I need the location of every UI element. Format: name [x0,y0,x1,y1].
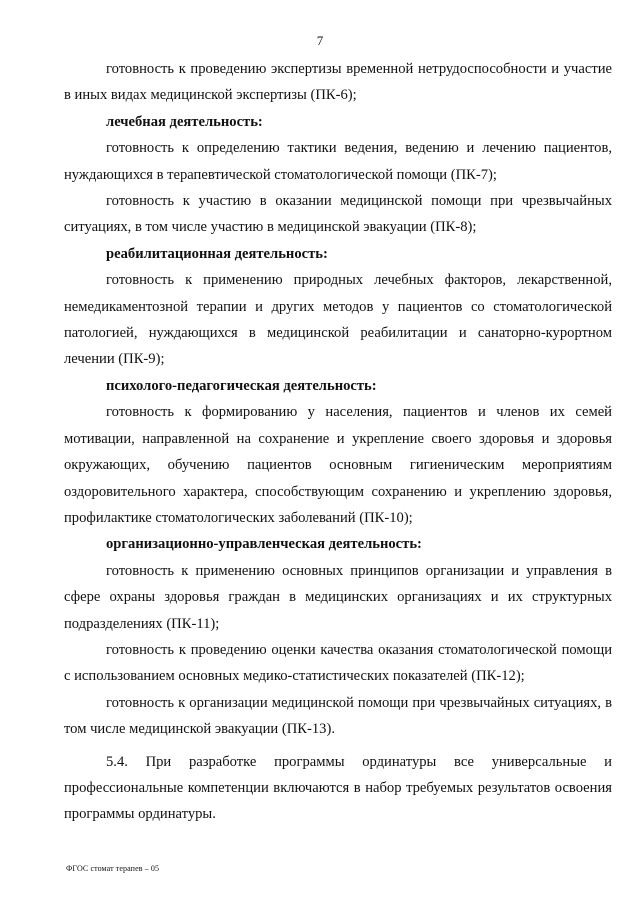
paragraph-pk10: готовность к формированию у населения, пациентов и членов их семей мотивации, направленной на сохранение и укрепление своего здоровья и здоровья окружающих, обучению пациентов основным гигиеническим мероприятиям оздоровительного характера, способствующим сохранению и укреплению здоровья, профилактике стоматологических заболеваний (ПК-10); [64,404,612,526]
page-number: 7 [316,33,324,48]
section-heading-organizational-managerial: организационно-управленческая деятельность: [106,536,422,553]
paragraph-5-4: 5.4. При разработке программы ординатуры все универсальные и профессиональные компетенции включаются в набор требуемых результатов освоения программы ординатуры. [64,753,612,823]
section-heading-therapeutic: лечебная деятельность: [106,113,263,130]
paragraph-pk12: готовность к проведению оценки качества оказания стоматологической помощи с использованием основных медико-статистических показателей (ПК-12); [64,641,612,685]
section-heading-psychological-pedagogical: психолого-педагогическая деятельность: [106,377,377,394]
paragraph-pk7: готовность к определению тактики ведения, ведению и лечению пациентов, нуждающихся в терапевтической стоматологической помощи (ПК-7); [64,140,612,183]
paragraph-pk13: готовность к организации медицинской помощи при чрезвычайных ситуациях, в том числе медицинской эвакуации (ПК-13). [64,694,612,738]
paragraph-pk9: готовность к применению природных лечебных факторов, лекарственной, немедикаментозной терапии и других методов у пациентов со стоматологической патологией, нуждающихся в медицинской реабилитации и санаторно-курортном лечении (ПК-9); [64,272,612,368]
paragraph-pk8: готовность к участию в оказании медицинской помощи при чрезвычайных ситуациях, в том числе участию в медицинской эвакуации (ПК-8); [64,193,612,236]
document-body [64,56,612,828]
paragraph-pk6: готовность к проведению экспертизы временной нетрудоспособности и участие в иных видах медицинской экспертизы (ПК-6); [64,61,612,104]
paragraph-pk11: готовность к применению основных принципов организации и управления в сфере охраны здоровья граждан в медицинских организациях и их структурных подразделениях (ПК-11); [64,562,612,632]
page-footer: ФГОС стомат терапев – 05 [66,864,160,873]
section-heading-rehabilitation: реабилитационная деятельность: [106,245,328,262]
